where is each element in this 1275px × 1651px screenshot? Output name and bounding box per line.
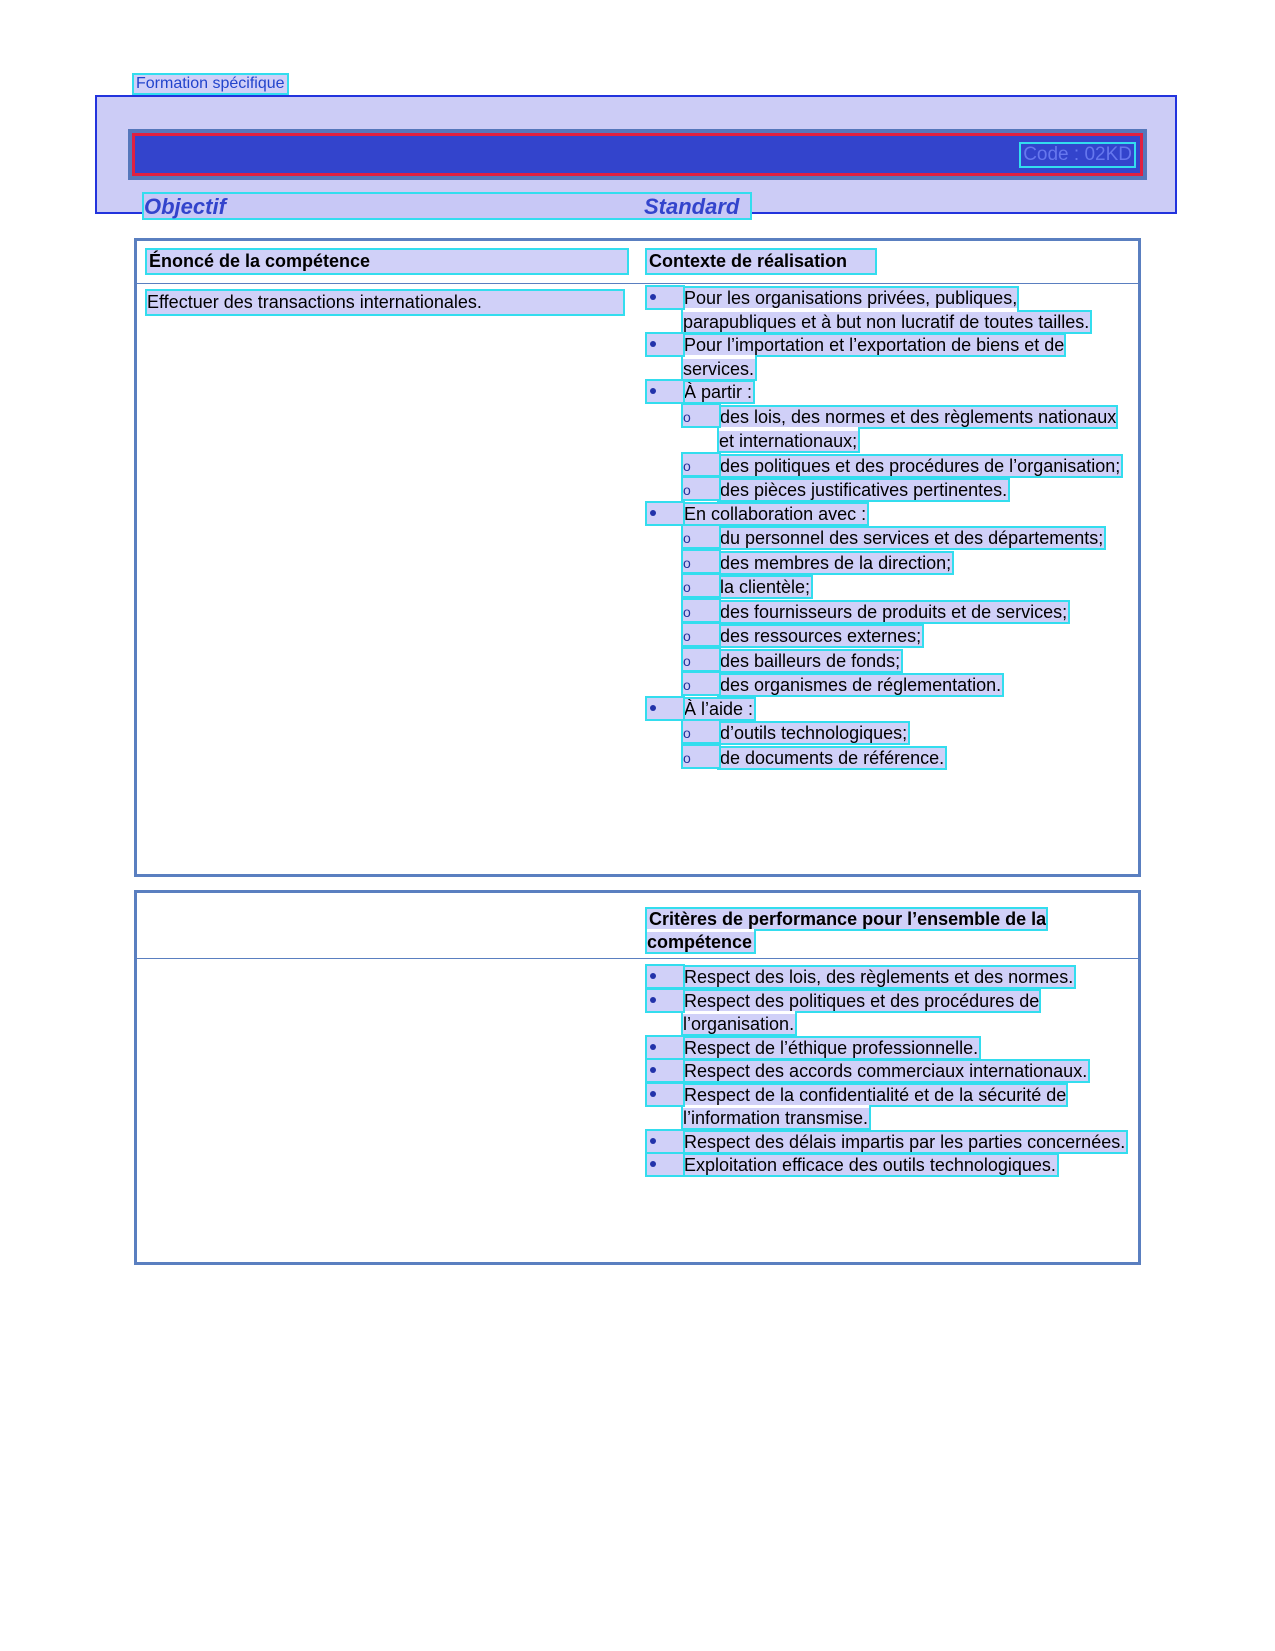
criteria-item-text: Respect des délais impartis par les parties concernées. bbox=[684, 1131, 1126, 1152]
criteria-item bbox=[647, 1084, 1132, 1131]
context-subitem-text: d’outils technologiques; bbox=[720, 723, 908, 743]
circle-bullet-icon: o bbox=[683, 478, 719, 499]
context-subitem bbox=[683, 624, 1132, 649]
competence-statement: Effectuer des transactions internationales. bbox=[147, 291, 637, 314]
bullet-icon bbox=[647, 1131, 683, 1152]
context-list bbox=[647, 287, 1132, 770]
criteria-heading: Critères de performance pour l’ensemble de la compétence bbox=[647, 909, 1047, 952]
circle-bullet-icon: o bbox=[683, 454, 719, 475]
criteria-list bbox=[647, 966, 1132, 1178]
circle-bullet-icon: o bbox=[683, 673, 719, 694]
context-subitem-text: des politiques et des procédures de l’organisation; bbox=[720, 455, 1121, 476]
bullet-icon bbox=[647, 966, 683, 987]
context-item bbox=[647, 287, 1132, 334]
criteria-item-text: Respect des lois, des règlements et des normes. bbox=[684, 967, 1074, 987]
table2-divider bbox=[137, 958, 1138, 959]
context-subitem-text: de documents de référence. bbox=[720, 747, 945, 768]
context-item bbox=[647, 334, 1132, 381]
criteria-item-text: Exploitation efficace des outils technologiques. bbox=[684, 1155, 1056, 1175]
context-subitem-text: des organismes de réglementation. bbox=[720, 675, 1002, 695]
section-labels bbox=[144, 194, 750, 218]
context-item-text: À l’aide : bbox=[684, 698, 754, 719]
bullet-icon bbox=[647, 1154, 683, 1175]
context-subitem bbox=[683, 673, 1132, 698]
table1-divider bbox=[137, 283, 1138, 284]
bullet-icon bbox=[647, 287, 683, 308]
criteria-item-text: Respect des politiques et des procédures de l’organisation. bbox=[683, 990, 1040, 1034]
context-subitem bbox=[683, 600, 1132, 625]
context-subitem-text: des lois, des normes et des règlements nationaux et internationaux; bbox=[719, 406, 1117, 451]
criteria-item bbox=[647, 1060, 1132, 1084]
criteria-item-text: Respect des accords commerciaux internationaux. bbox=[684, 1061, 1088, 1081]
context-subitem bbox=[683, 526, 1132, 551]
context-item bbox=[647, 698, 1132, 771]
context-subitem bbox=[683, 746, 1132, 771]
context-item bbox=[647, 503, 1132, 698]
context-subitem-text: des membres de la direction; bbox=[720, 552, 952, 573]
standard-label: Standard bbox=[644, 194, 740, 219]
context-subitem bbox=[683, 454, 1132, 479]
context-heading: Contexte de réalisation bbox=[647, 250, 1132, 273]
circle-bullet-icon: o bbox=[683, 526, 719, 547]
bullet-icon bbox=[647, 1084, 683, 1105]
context-item-text: Pour l’importation et l’exportation de biens et de services. bbox=[683, 335, 1065, 379]
bullet-icon bbox=[647, 990, 683, 1011]
criteria-item bbox=[647, 990, 1132, 1037]
context-subitem-text: des ressources externes; bbox=[720, 626, 922, 646]
criteria-item-text: Respect de l’éthique professionnelle. bbox=[684, 1037, 979, 1058]
circle-bullet-icon: o bbox=[683, 746, 719, 767]
bullet-icon bbox=[647, 334, 683, 355]
circle-bullet-icon: o bbox=[683, 575, 719, 596]
criteria-item bbox=[647, 1154, 1132, 1178]
bullet-icon bbox=[647, 381, 683, 402]
circle-bullet-icon: o bbox=[683, 405, 719, 426]
context-subitem-text: des fournisseurs de produits et de services; bbox=[720, 601, 1068, 622]
context-item-text: Pour les organisations privées, publiques, parapubliques et à but non lucratif de toutes tailles. bbox=[683, 288, 1090, 332]
circle-bullet-icon: o bbox=[683, 649, 719, 670]
context-subitem bbox=[683, 478, 1132, 503]
context-item bbox=[647, 381, 1132, 503]
context-subitem bbox=[683, 405, 1132, 454]
bullet-icon bbox=[647, 1037, 683, 1058]
context-subitem bbox=[683, 575, 1132, 600]
bullet-icon bbox=[647, 503, 683, 524]
bullet-icon bbox=[647, 1060, 683, 1081]
competence-heading: Énoncé de la compétence bbox=[147, 250, 637, 273]
criteria-item-text: Respect de la confidentialité et de la sécurité de l’information transmise. bbox=[683, 1084, 1067, 1128]
circle-bullet-icon: o bbox=[683, 551, 719, 572]
code-label: Code : 02KD bbox=[1023, 144, 1132, 165]
context-subitem bbox=[683, 649, 1132, 674]
circle-bullet-icon: o bbox=[683, 721, 719, 742]
bullet-icon bbox=[647, 698, 683, 719]
context-subitem-text: des bailleurs de fonds; bbox=[720, 650, 901, 671]
context-subitem bbox=[683, 721, 1132, 746]
criteria-table bbox=[134, 890, 1141, 1265]
objective-label: Objectif bbox=[144, 194, 226, 219]
context-subitem-text: la clientèle; bbox=[720, 577, 811, 597]
circle-bullet-icon: o bbox=[683, 600, 719, 621]
running-header: Formation spécifique bbox=[136, 75, 285, 92]
criteria-item bbox=[647, 966, 1132, 990]
code-bar bbox=[132, 133, 1143, 176]
criteria-item bbox=[647, 1037, 1132, 1061]
context-item-text: En collaboration avec : bbox=[684, 503, 867, 524]
context-item-text: À partir : bbox=[684, 382, 753, 402]
competence-table bbox=[134, 238, 1141, 877]
context-subitem-text: du personnel des services et des départements; bbox=[720, 528, 1104, 548]
context-subitem bbox=[683, 551, 1132, 576]
context-subitem-text: des pièces justificatives pertinentes. bbox=[720, 480, 1008, 500]
circle-bullet-icon: o bbox=[683, 624, 719, 645]
criteria-item bbox=[647, 1131, 1132, 1155]
